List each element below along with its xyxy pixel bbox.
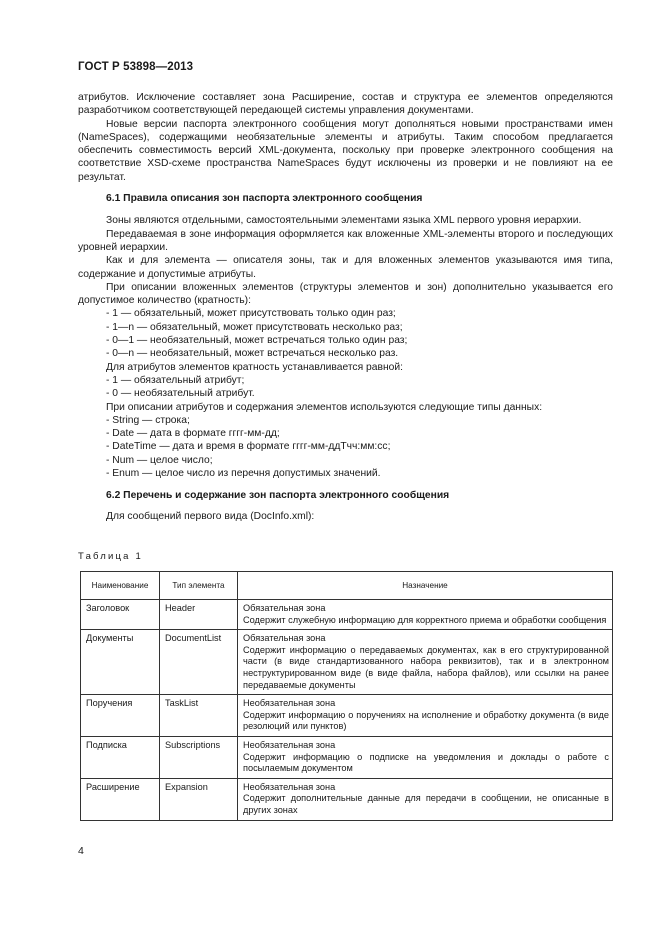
attr-cardinality-item: - 1 — обязательный атрибут; — [106, 374, 245, 386]
page-number: 4 — [78, 845, 84, 857]
section-6-1-paragraph-6: При описании атрибутов и содержания элементов используются следующие типы данных: — [106, 401, 543, 413]
zone-description: Содержит дополнительные данные для передачи в сообщении, не описанные в других зонах — [243, 793, 609, 815]
cell-name: Заголовок — [81, 600, 160, 630]
cell-purpose — [238, 630, 613, 695]
cardinality-item: - 0—n — необязательный, может встречаться несколько раз. — [106, 348, 399, 360]
data-type-item: - Num — целое число; — [106, 454, 213, 466]
page-header: ГОСТ Р 53898—2013 — [78, 61, 194, 73]
table-row — [81, 630, 613, 695]
section-6-1-paragraph-1: Зоны являются отдельными, самостоятельными элементами языка XML первого уровня иерархии. — [106, 215, 582, 227]
header-purpose: Назначение — [238, 572, 613, 600]
cardinality-item: - 0—1 — необязательный, может встречаться только один раз; — [106, 335, 408, 347]
zone-description: Содержит служебную информацию для корректного приема и обработки сообщения — [243, 614, 607, 625]
cardinality-item: - 1 — обязательный, может присутствовать только один раз; — [106, 308, 396, 320]
section-6-1-heading: 6.1 Правила описания зон паспорта электронного сообщения — [106, 193, 423, 205]
section-6-2-heading: 6.2 Перечень и содержание зон паспорта электронного сообщения — [106, 490, 450, 502]
zone-kind: Необязательная зона — [243, 698, 336, 709]
zones-table — [80, 571, 613, 821]
intro-paragraph-1: атрибутов. Исключение составляет зона Расширение, состав и структура ее элементов определяются разработчиком соответствующей передающей системы управления документами. — [78, 92, 613, 117]
cell-type: Header — [160, 600, 238, 630]
zone-kind: Необязательная зона — [243, 781, 336, 792]
section-6-1-paragraph-4: При описании вложенных элементов (структуры элементов и зон) дополнительно указывается его допустимое количество (кратность): — [78, 281, 613, 307]
zone-kind: Обязательная зона — [243, 633, 326, 644]
data-type-item: - Date — дата в формате гггг-мм-дд; — [106, 428, 280, 440]
cell-name: Поручения — [81, 695, 160, 737]
table-row — [81, 778, 613, 820]
section-6-2-paragraph-1: Для сообщений первого вида (DocInfo.xml): — [106, 510, 315, 522]
cell-purpose — [238, 778, 613, 820]
cell-type: DocumentList — [160, 630, 238, 695]
attr-cardinality-item: - 0 — необязательный атрибут. — [106, 388, 255, 400]
cell-type: TaskList — [160, 695, 238, 737]
table-row — [81, 736, 613, 778]
zone-kind: Обязательная зона — [243, 603, 326, 613]
section-6-1-paragraph-5: Для атрибутов элементов кратность устанавливается равной: — [106, 361, 403, 373]
cell-purpose — [238, 736, 613, 778]
zone-kind: Необязательная зона — [243, 739, 336, 750]
header-name: Наименование — [81, 572, 160, 600]
table-label: Таблица 1 — [78, 551, 143, 562]
cardinality-item: - 1—n — обязательный, может присутствовать несколько раз; — [106, 321, 403, 333]
cell-name: Подписка — [81, 736, 160, 778]
table-header-row — [81, 572, 613, 600]
cell-type: Expansion — [160, 778, 238, 820]
header-type: Тип элемента — [160, 572, 238, 600]
section-6-1-paragraph-3: Как и для элемента — описателя зоны, так и для вложенных элементов указываются имя типа, содержание и допустимые атрибуты. — [78, 255, 613, 280]
body-text — [78, 91, 613, 523]
zone-description: Содержит информацию о подписке на уведомления и доклады о работе с посылаемым документом — [243, 751, 609, 774]
data-type-item: - DateTime — дата и время в формате гггг-мм-ддТчч:мм:сс; — [106, 441, 391, 453]
zone-description: Содержит информацию о передаваемых документах, как в его структурированной части (в виде стандартизованного набора реквизитов), так и в электронном неструктурированном виде (в виде файла, набора файлов), или ссылки на ранее передаваемые документы — [243, 644, 609, 690]
cell-type: Subscriptions — [160, 736, 238, 778]
data-type-item: - Enum — целое число из перечня допустимых значений. — [106, 468, 381, 480]
cell-purpose — [238, 600, 613, 630]
intro-paragraph-2: Новые версии паспорта электронного сообщения могут дополняться новыми пространствами имен (NameSpaces), содержащими необязательные элементы и атрибуты. Таким способом предлагается обеспечить совместимость версий XML-документа, поскольку при проверке электронного сообщения на соответствие XSD-схеме пространства NameSpaces будут исключены из проверки и не повлияют на ее результат. — [78, 118, 613, 183]
cell-purpose — [238, 695, 613, 737]
cell-name: Документы — [81, 630, 160, 695]
section-6-1-paragraph-2: Передаваемая в зоне информация оформляется как вложенные XML-элементы второго и последующих уровней иерархии. — [78, 228, 613, 253]
zone-description: Содержит информацию о поручениях на исполнение и обработку документа (в виде резолюций или пунктов) — [243, 709, 609, 732]
table-row — [81, 600, 613, 630]
data-type-item: - String — строка; — [106, 414, 190, 426]
table-row — [81, 695, 613, 737]
cell-name: Расширение — [81, 778, 160, 820]
